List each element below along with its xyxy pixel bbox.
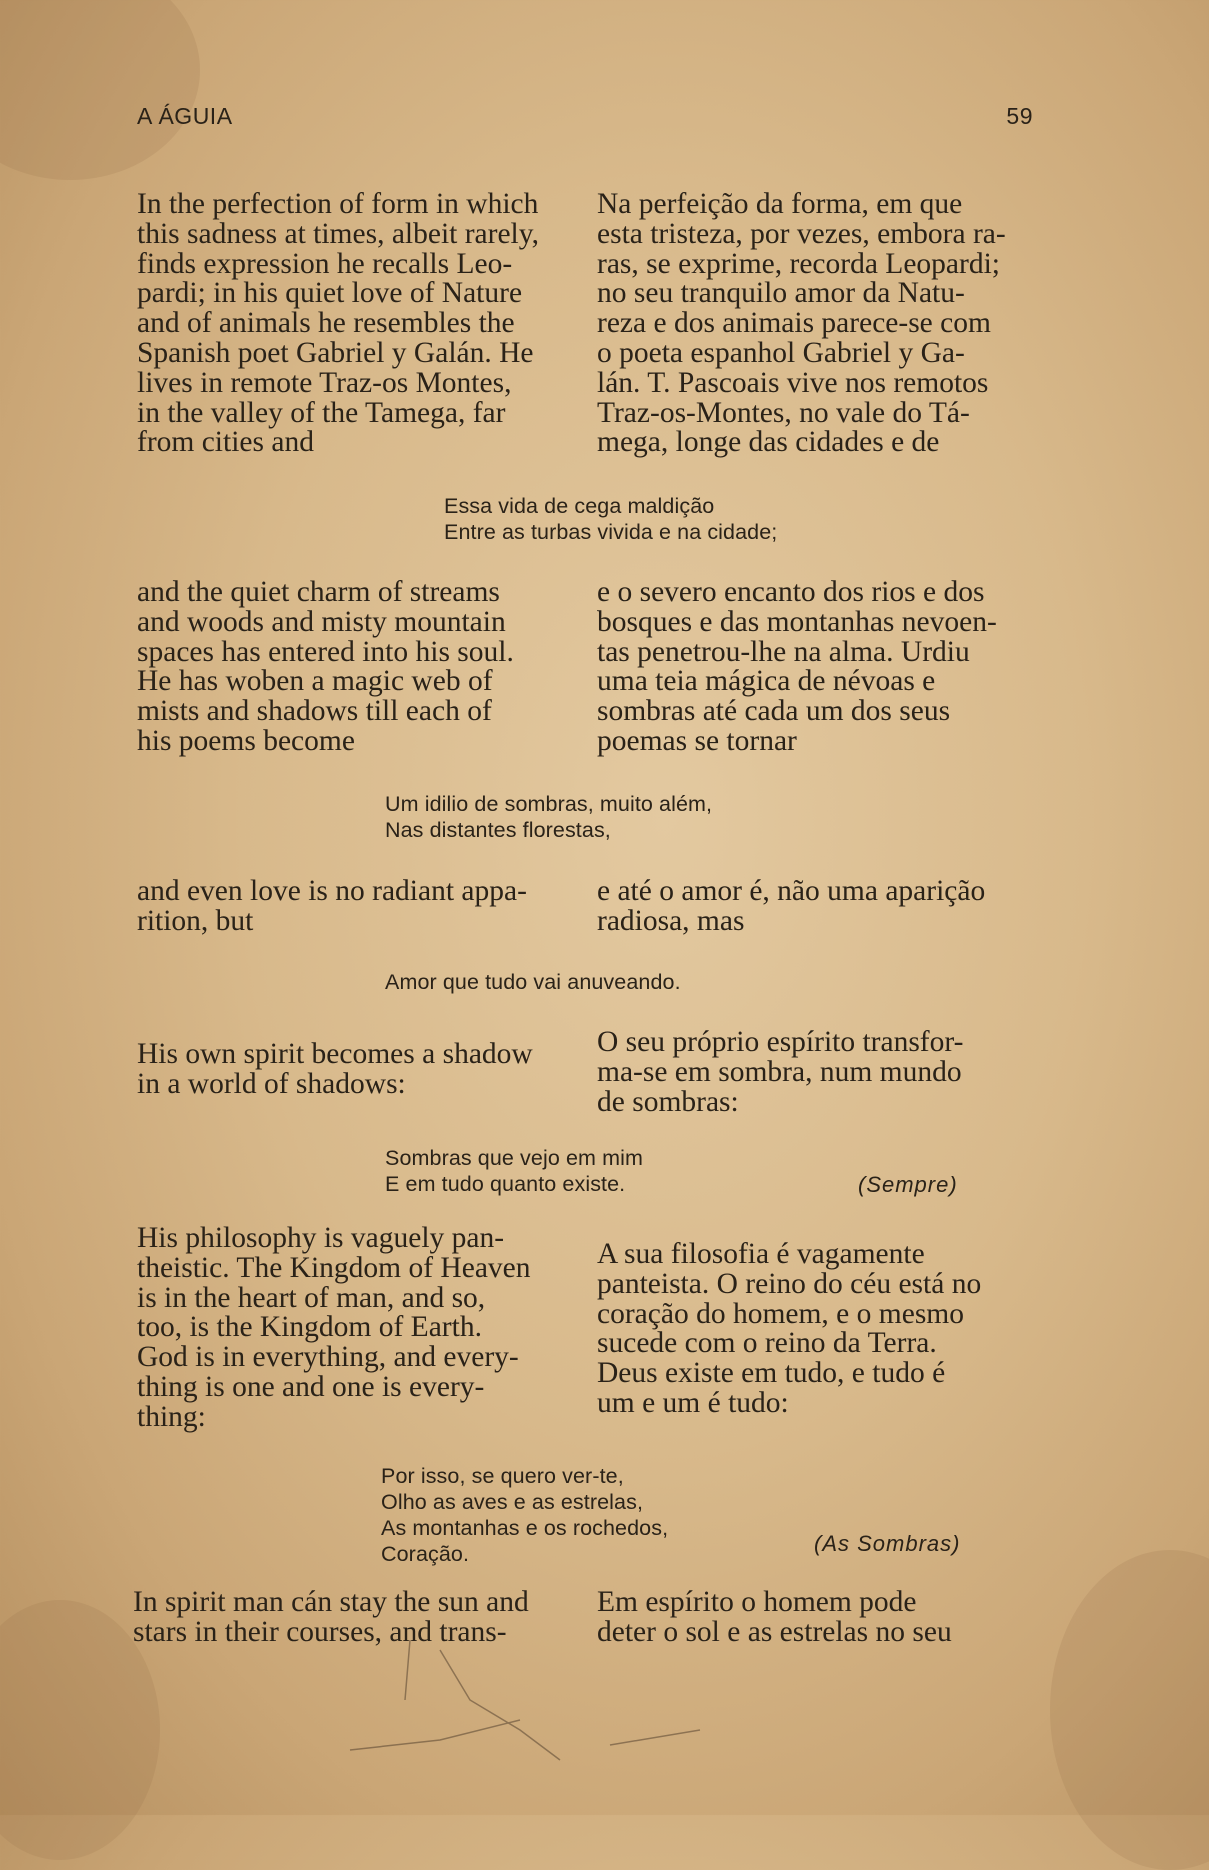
- verse-quote: Sombras que vejo em mim E em tudo quanto existe.: [385, 1146, 644, 1196]
- portuguese-paragraph: Na perfeição da forma, em que esta tristeza, por vezes, embora ra- ras, se exprime, recorda Leopardi; no seu tranquilo amor da Natu- reza e dos animais parece-se com o poeta espanhol Gabriel y Ga- lán. T. Pascoais vive nos remotos Traz-os-Montes, no vale do Tá- mega, longe das cidades e de: [597, 188, 1006, 459]
- portuguese-paragraph: O seu próprio espírito transfor- ma-se em sombra, num mundo de sombras:: [597, 1026, 964, 1118]
- portuguese-paragraph: Em espírito o homem pode deter o sol e as estrelas no seu: [597, 1586, 952, 1648]
- portuguese-paragraph: A sua filosofia é vagamente panteista. O reino do céu está no coração do homem, e o mesmo sucede com o reino da Terra. Deus existe em tudo, e tudo é um e um é tudo:: [597, 1238, 982, 1419]
- page-number: 59: [1006, 103, 1033, 129]
- english-paragraph: In spirit man cán stay the sun and stars in their courses, and trans-: [133, 1586, 529, 1648]
- verse-quote: Por isso, se quero ver-te, Olho as aves e as estrelas, As montanhas e os rochedos, Coração.: [381, 1464, 669, 1566]
- english-paragraph: His own spirit becomes a shadow in a world of shadows:: [137, 1038, 533, 1100]
- english-paragraph: and even love is no radiant appa- rition, but: [137, 875, 527, 937]
- english-paragraph: and the quiet charm of streams and woods and misty mountain spaces has entered into his soul. He has woben a magic web of mists and shadows till each of his poems become: [137, 576, 514, 757]
- verse-quote: Essa vida de cega maldição Entre as turbas vivida e na cidade;: [444, 494, 778, 544]
- portuguese-paragraph: e até o amor é, não uma aparição radiosa, mas: [597, 875, 986, 937]
- verse-quote: Um idilio de sombras, muito além, Nas distantes florestas,: [385, 792, 713, 842]
- verse-attribution: (Sempre): [858, 1172, 958, 1197]
- verse-quote: Amor que tudo vai anuveando.: [385, 970, 681, 994]
- portuguese-paragraph: e o severo encanto dos rios e dos bosques e das montanhas nevoen- tas penetrou-lhe na alma. Urdiu uma teia mágica de névoas e sombras até cada um dos seus poemas se tornar: [597, 576, 997, 757]
- verse-attribution: (As Sombras): [814, 1531, 961, 1556]
- running-header-title: A ÁGUIA: [137, 103, 233, 129]
- english-paragraph: In the perfection of form in which this sadness at times, albeit rarely, finds expression he recalls Leo- pardi; in his quiet love of Nature and of animals he resembles the Spanish poet Gabriel y Galán. He lives in remote Traz-os Montes, in the valley of the Tamega, far from cities and: [137, 188, 539, 459]
- english-paragraph: His philosophy is vaguely pan- theistic. The Kingdom of Heaven is in the heart of man, and so, too, is the Kingdom of Earth. God is in everything, and every- thing is one and one is every- thing:: [137, 1222, 531, 1433]
